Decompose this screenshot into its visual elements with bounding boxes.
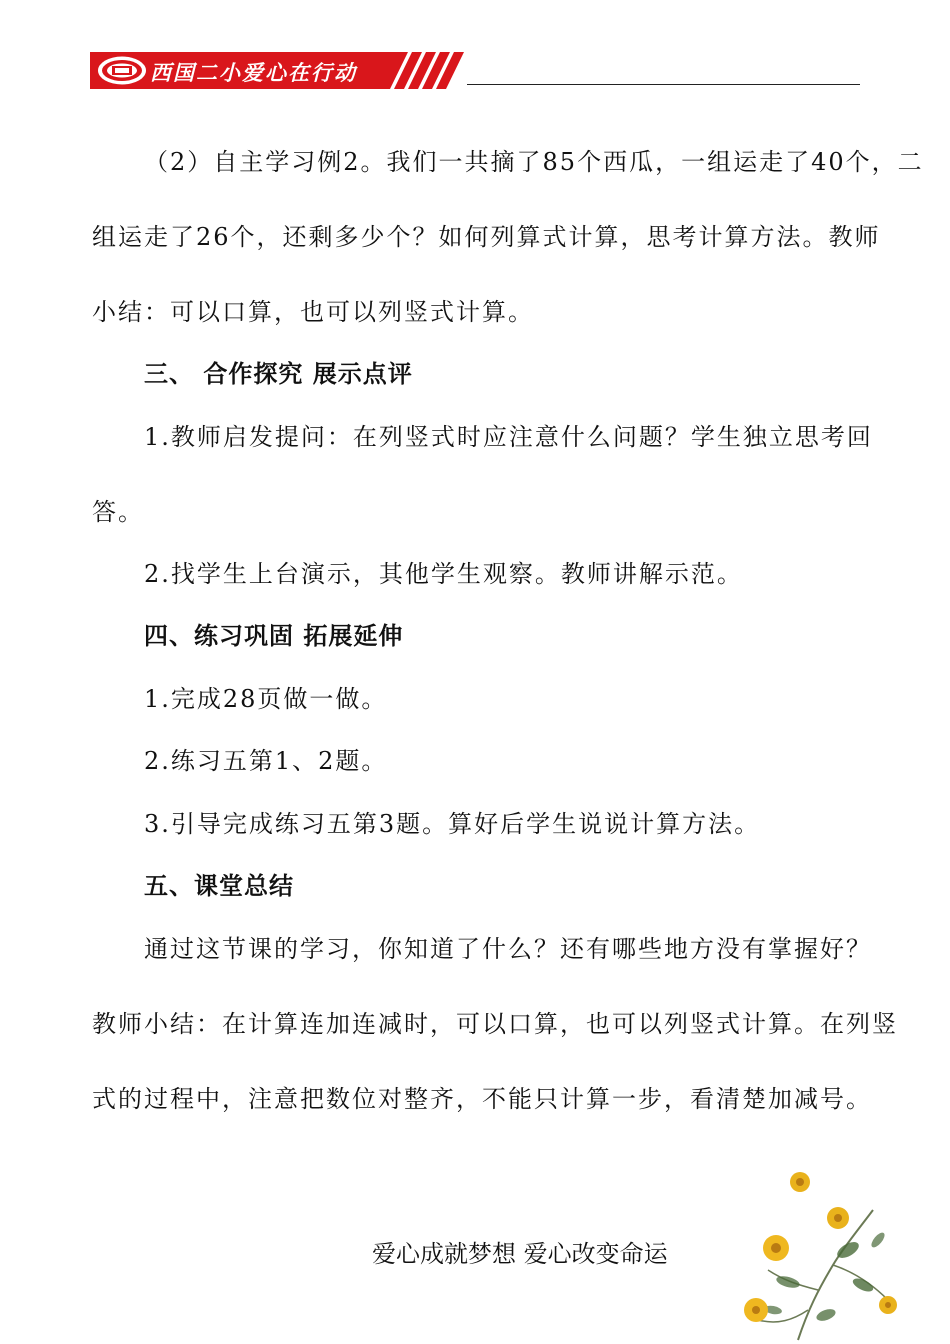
s3-item2: 2.找学生上台演示，其他学生观察。教师讲解示范。 [144,560,743,588]
p1-line2: 组运走了26个，还剩多少个？如何列算式计算，思考计算方法。教师 [92,223,881,251]
section-5-heading: 五、课堂总结 [144,872,294,900]
banner-title: 西国二小爱心在行动 [150,60,357,85]
s3-item1-line1: 1.教师启发提问：在列竖式时应注意什么问题？学生独立思考回 [144,423,873,451]
p1-line1: （2）自主学习例2。我们一共摘了85个西瓜，一组运走了40个，二 [144,148,924,176]
s4-item2: 2.练习五第1、2题。 [144,747,388,775]
section-3-heading: 三、 合作探究 展示点评 [144,360,413,388]
s5-line2: 教师小结：在计算连加连减时，可以口算，也可以列竖式计算。在列竖 [92,1010,898,1038]
p1-line3: 小结：可以口算，也可以列竖式计算。 [92,298,534,326]
s4-item1: 1.完成28页做一做。 [144,685,388,713]
header-rule [467,84,860,85]
s5-line1: 通过这节课的学习，你知道了什么？还有哪些地方没有掌握好？ [144,935,872,963]
school-logo-icon [98,57,146,85]
s4-item3: 3.引导完成练习五第3题。算好后学生说说计算方法。 [144,810,761,838]
header-banner [90,52,465,89]
footer-slogan: 爱心成就梦想 爱心改变命运 [372,1240,668,1268]
section-4-heading: 四、练习巩固 拓展延伸 [144,622,404,650]
chrysanthemum-icon [738,1170,908,1344]
s5-line3: 式的过程中，注意把数位对整齐，不能只计算一步，看清楚加减号。 [92,1085,872,1113]
s3-item1-line2: 答。 [92,498,144,526]
